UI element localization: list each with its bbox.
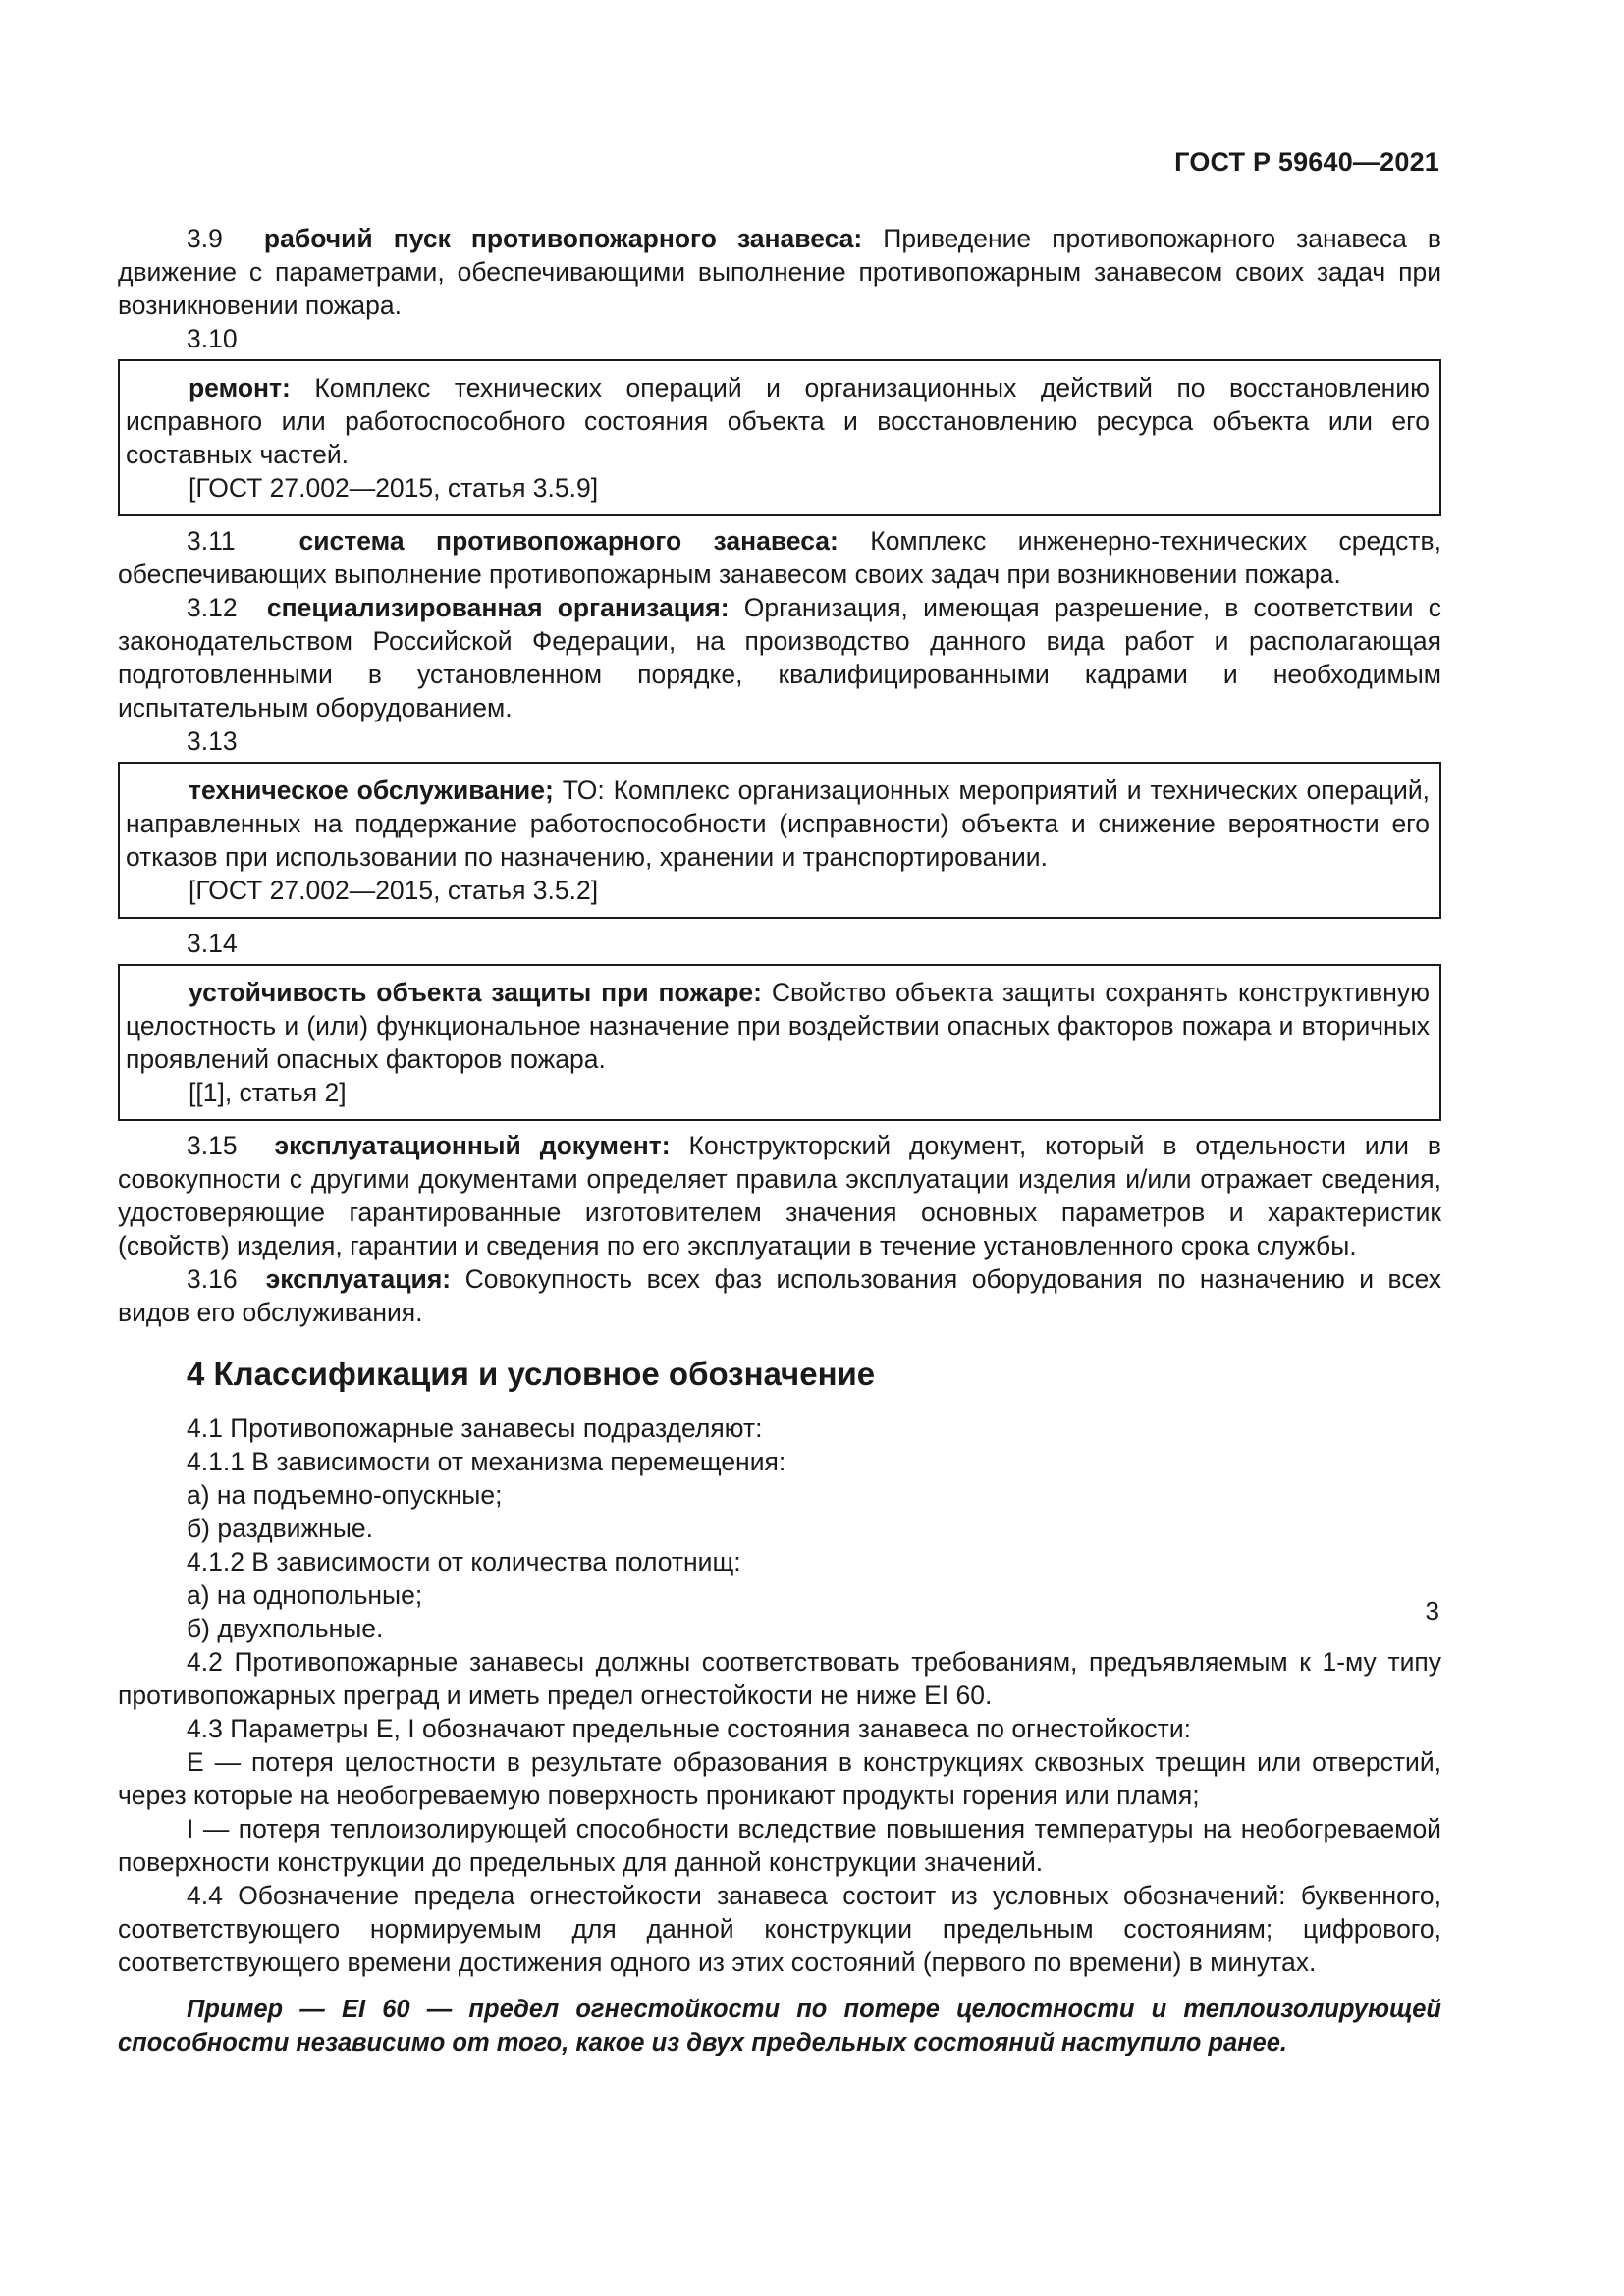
term-3-11 [118,524,1441,591]
term-title: техническое обслуживание; [189,775,554,805]
clause-4-1-1: 4.1.1 В зависимости от механизма перемещения: [187,1447,786,1476]
list-item: б) раздвижные. [187,1514,373,1543]
term-definition: Приведение противопожарного занавеса в движение с параметрами, обеспечивающими выполнение противопожарным занавесом своих задач при возникновении пожара. [118,224,1442,320]
term-number: 3.11 [187,526,236,556]
clause-4-4: 4.4 Обозначение предела огнестойкости занавеса состоит из условных обозначений: буквенного, соответствующего нормируемым для данной конструкции предельным состояниям; цифрового, соответствующего времени достижения одного из этих состояний (первого по времени) в минутах. [118,1881,1441,1977]
page-content [118,222,1441,2059]
term-3-16 [118,1262,1441,1329]
page-number: 3 [1425,1596,1439,1626]
term-number: 3.16 [187,1264,238,1294]
clause-4-3: 4.3 Параметры E, I обозначают предельные состояния занавеса по огнестойкости: [187,1714,1191,1743]
term-3-13 [126,774,1430,874]
clause-4-3-e: E — потеря целостности в результате образования в конструкциях сквозных трещин или отверстий, через которые на необогреваемую поверхность проникают продукты горения или пламя; [118,1747,1441,1810]
clause-4-2: 4.2 Противопожарные занавесы должны соответствовать требованиям, предъявляемым к 1-му типу противопожарных преград и иметь предел огнестойкости не ниже EI 60. [118,1647,1441,1710]
term-title: ремонт: [189,373,291,402]
term-number: 3.15 [187,1131,238,1160]
list-item: а) на подъемно-опускные; [187,1480,503,1510]
term-3-14 [126,976,1430,1076]
term-3-10 [126,371,1430,471]
term-title: эксплуатация: [265,1264,452,1294]
term-definition: Комплекс инженерно-технических средств, обеспечивающих выполнение противопожарным занавесом своих задач при возникновении пожара. [118,526,1441,589]
term-3-13-number: 3.13 [187,726,238,756]
term-3-13-box [118,762,1441,919]
term-3-14-box [118,964,1441,1121]
term-3-10-box [118,359,1441,516]
term-definition: Комплекс технических операций и организационных действий по восстановлению исправного или работоспособного состояния объекта и восстановлению ресурса объекта или его составных частей. [126,373,1430,469]
term-definition: Совокупность всех фаз использования оборудования по назначению и всех видов его обслуживания. [118,1264,1441,1327]
term-3-12 [118,591,1441,724]
term-source: [[1], статья 2] [189,1078,347,1107]
clause-4-3-i: I — потеря теплоизолирующей способности вследствие повышения температуры на необогреваемой поверхности конструкции до предельных для данной конструкции значений. [118,1814,1441,1877]
term-title: устойчивость объекта защиты при пожаре: [189,978,762,1007]
list-item: а) на однопольные; [187,1580,423,1610]
term-source: [ГОСТ 27.002—2015, статья 3.5.9] [189,473,599,503]
term-definition: Организация, имеющая разрешение, в соответствии с законодательством Российской Федерации, на производство данного вида работ и располагающая подготовленными в установленном порядке, квалифицированными кадрами и необходимым испытательным оборудованием. [118,593,1441,722]
example-note: Пример — EI 60 — предел огнестойкости по потере целостности и теплоизолирующей способности независимо от того, какое из двух предельных состояний наступило ранее. [118,1996,1441,2056]
document-code: ГОСТ Р 59640—2021 [1174,147,1439,177]
term-definition: Свойство объекта защиты сохранять конструктивную целостность и (или) функциональное назначение при воздействии опасных факторов пожара и вторичных проявлений опасных факторов пожара. [126,978,1430,1074]
section-4-heading: 4 Классификация и условное обозначение [187,1356,876,1392]
term-source: [ГОСТ 27.002—2015, статья 3.5.2] [189,876,599,905]
term-3-9 [118,222,1441,322]
term-title: рабочий пуск противопожарного занавеса: [263,224,863,253]
term-3-15 [118,1129,1441,1262]
term-3-10-number: 3.10 [187,324,238,353]
term-definition: Конструкторский документ, который в отдельности или в совокупности с другими документами определяет правила эксплуатации изделия и/или отражает сведения, удостоверяющие гарантированные изготовителем значения основных параметров и характеристик (свойств) изделия, гарантии и сведения по его эксплуатации в течение установленного срока службы. [118,1131,1441,1260]
term-number: 3.9 [187,224,223,253]
clause-4-1-2: 4.1.2 В зависимости от количества полотнищ: [187,1547,741,1576]
term-definition: ТО: Комплекс организационных мероприятий и технических операций, направленных на поддержание работоспособности (исправности) объекта и снижение вероятности его отказов при использовании по назначению, хранении и транспортировании. [126,775,1431,872]
term-title: специализированная организация: [266,593,730,622]
clause-4-1: 4.1 Противопожарные занавесы подразделяют: [187,1414,763,1443]
list-item: б) двухпольные. [187,1614,384,1643]
term-3-14-number: 3.14 [187,929,238,958]
term-title: эксплуатационный документ: [274,1131,671,1160]
term-number: 3.12 [187,593,238,622]
term-title: система противопожарного занавеса: [298,526,839,556]
